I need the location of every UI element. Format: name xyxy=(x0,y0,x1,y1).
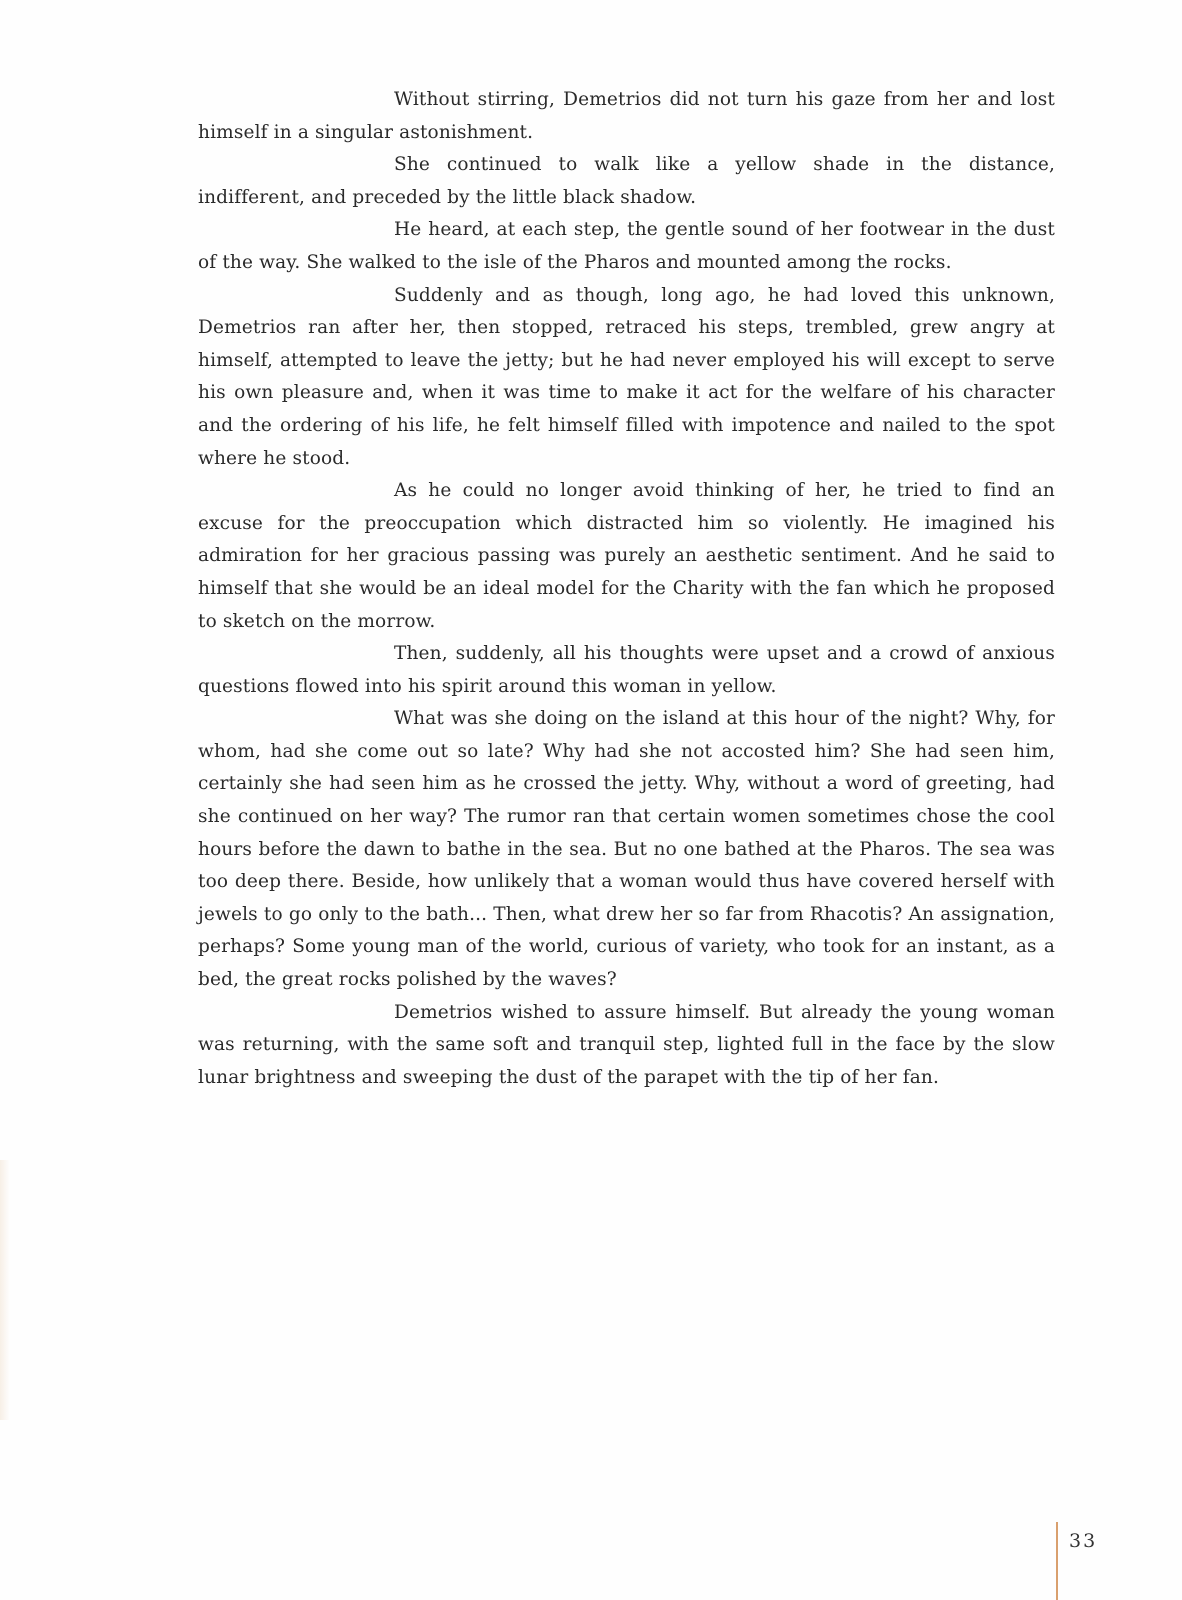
paragraph-6: Then, suddenly, all his thoughts were upset and a crowd of anxious questions flowed into his spirit around this woman in yellow. xyxy=(198,643,1055,697)
paragraph-8: Demetrios wished to assure himself. But already the young woman was returning, with the same soft and tranquil step, lighted full in the face by the slow lunar brightness and sweeping the dust of the parapet with the tip of her fan. xyxy=(198,1001,1055,1088)
page-number: 33 xyxy=(1069,1530,1098,1552)
page-number-rule xyxy=(1056,1522,1058,1600)
paragraph-7: What was she doing on the island at this hour of the night? Why, for whom, had she come out so late? Why had she not accosted him? She had seen him, certainly she had seen him as he crossed the jetty. Why, without a word of greeting, had she continued on her way? The rumor ran that certain women sometimes chose the cool hours before the dawn to bathe in the sea. But no one bathed at the Pharos. The sea was too deep there. Beside, how unlikely that a woman would thus have covered herself with jewels to go only to the bath... Then, what drew her so far from Rhacotis? An assignation, perhaps? Some young man of the world, curious of variety, who took for an instant, as a bed, the great rocks polished by the waves? xyxy=(198,708,1055,991)
paragraph-2: She continued to walk like a yellow shade in the distance, indifferent, and preceded by the little black shadow. xyxy=(198,154,1055,208)
paragraph-3: He heard, at each step, the gentle sound of her footwear in the dust of the way. She walked to the isle of the Pharos and mounted among the rocks. xyxy=(198,219,1055,273)
paragraph-4: Suddenly and as though, long ago, he had loved this unknown, Demetrios ran after her, then stopped, retraced his steps, trembled, grew angry at himself, attempted to leave the jetty; but he had never employed his will except to serve his own pleasure and, when it was time to make it act for the welfare of his character and the ordering of his life, he felt himself filled with impotence and nailed to the spot where he stood. xyxy=(198,284,1055,469)
paragraph-5: As he could no longer avoid thinking of her, he tried to find an excuse for the preoccupation which distracted him so violently. He imagined his admiration for her gracious passing was purely an aesthetic sentiment. And he said to himself that she would be an ideal model for the Charity with the fan which he proposed to sketch on the morrow. xyxy=(198,480,1055,632)
body-text xyxy=(198,84,1055,1094)
page-edge-shading xyxy=(0,1160,10,1420)
paragraph-1: Without stirring, Demetrios did not turn his gaze from her and lost himself in a singular astonishment. xyxy=(198,89,1055,143)
